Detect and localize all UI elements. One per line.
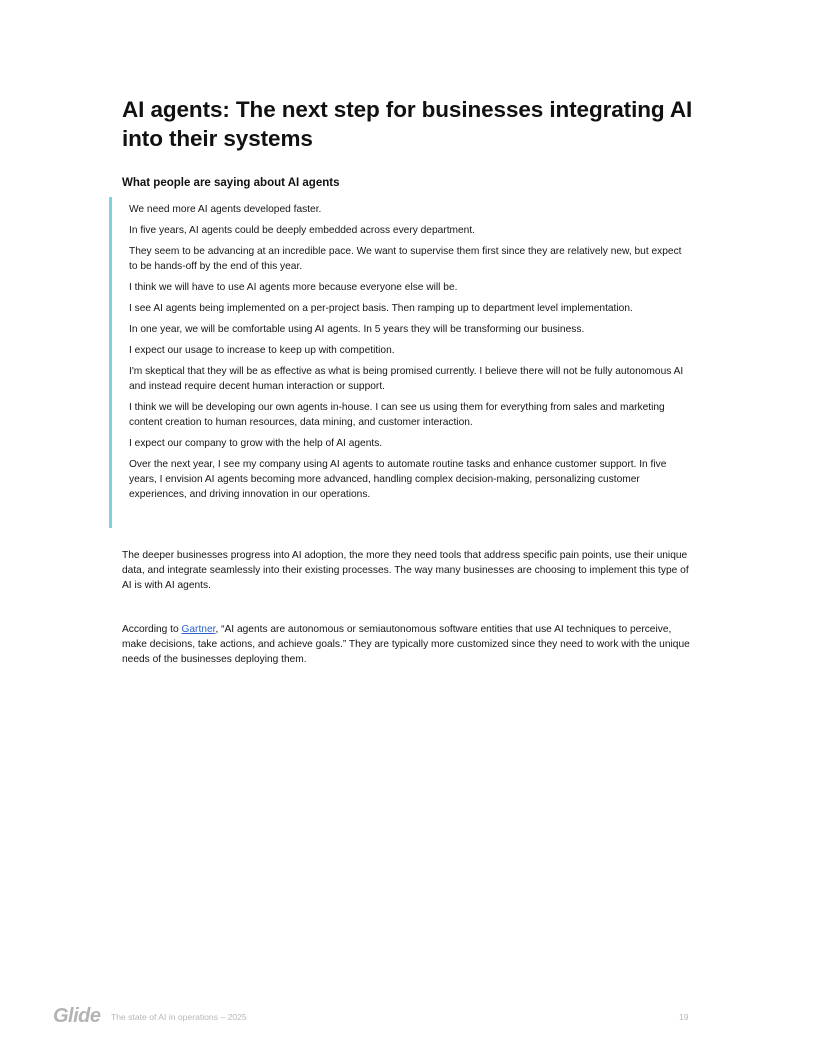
quote-item: They seem to be advancing at an incredible pace. We want to supervise them first since they are relatively new, but expect to be hands-off by the end of this year. (129, 246, 682, 272)
page-title: AI agents: The next step for businesses integrating AI into their systems (122, 97, 693, 151)
paragraph-suffix: , “AI agents are autonomous or semiautonomous software entities that use AI techniques to perceive, make decisions, take actions, and achieve goals.” They are typically more customized since they need to work with the unique needs of the businesses deploying them. (122, 624, 690, 665)
quote-item: In five years, AI agents could be deeply embedded across every department. (129, 225, 476, 236)
quote-item: We need more AI agents developed faster. (129, 204, 322, 215)
quote-item: I'm skeptical that they will be as effective as what is being promised currently. I believe there will not be fully autonomous AI and instead require decent human interaction or support. (129, 366, 684, 392)
quote-item: In one year, we will be comfortable using AI agents. In 5 years they will be transforming our business. (129, 324, 585, 335)
page-number: 19 (679, 1012, 689, 1022)
paragraph-prefix: According to (122, 624, 182, 635)
quote-item: I expect our company to grow with the help of AI agents. (129, 438, 383, 449)
quote-item: I think we will be developing our own agents in-house. I can see us using them for everything from sales and marketing content creation to human resources, data mining, and customer interaction. (129, 402, 665, 428)
quotes-blockquote (109, 197, 687, 528)
quote-item: Over the next year, I see my company using AI agents to automate routine tasks and enhance customer support. In five years, I envision AI agents becoming more advanced, handling complex decision-making, personalizing customer experiences, and driving innovation in our operations. (129, 459, 667, 500)
quotes-heading: What people are saying about AI agents (122, 177, 340, 189)
glide-logo: Glide (53, 1005, 101, 1027)
body-paragraph-definition (122, 622, 692, 667)
body-paragraph-adoption: The deeper businesses progress into AI adoption, the more they need tools that address specific pain points, use their unique data, and integrate seamlessly into their existing processes. The way many businesses are choosing to implement this type of AI is with AI agents. (122, 550, 689, 591)
footer-document-title: The state of AI in operations – 2025 (111, 1012, 247, 1022)
quote-item: I expect our usage to increase to keep up with competition. (129, 345, 395, 356)
gartner-link[interactable]: Gartner (181, 624, 216, 635)
quote-item: I think we will have to use AI agents more because everyone else will be. (129, 282, 458, 293)
quote-item: I see AI agents being implemented on a per-project basis. Then ramping up to department level implementation. (129, 303, 633, 314)
